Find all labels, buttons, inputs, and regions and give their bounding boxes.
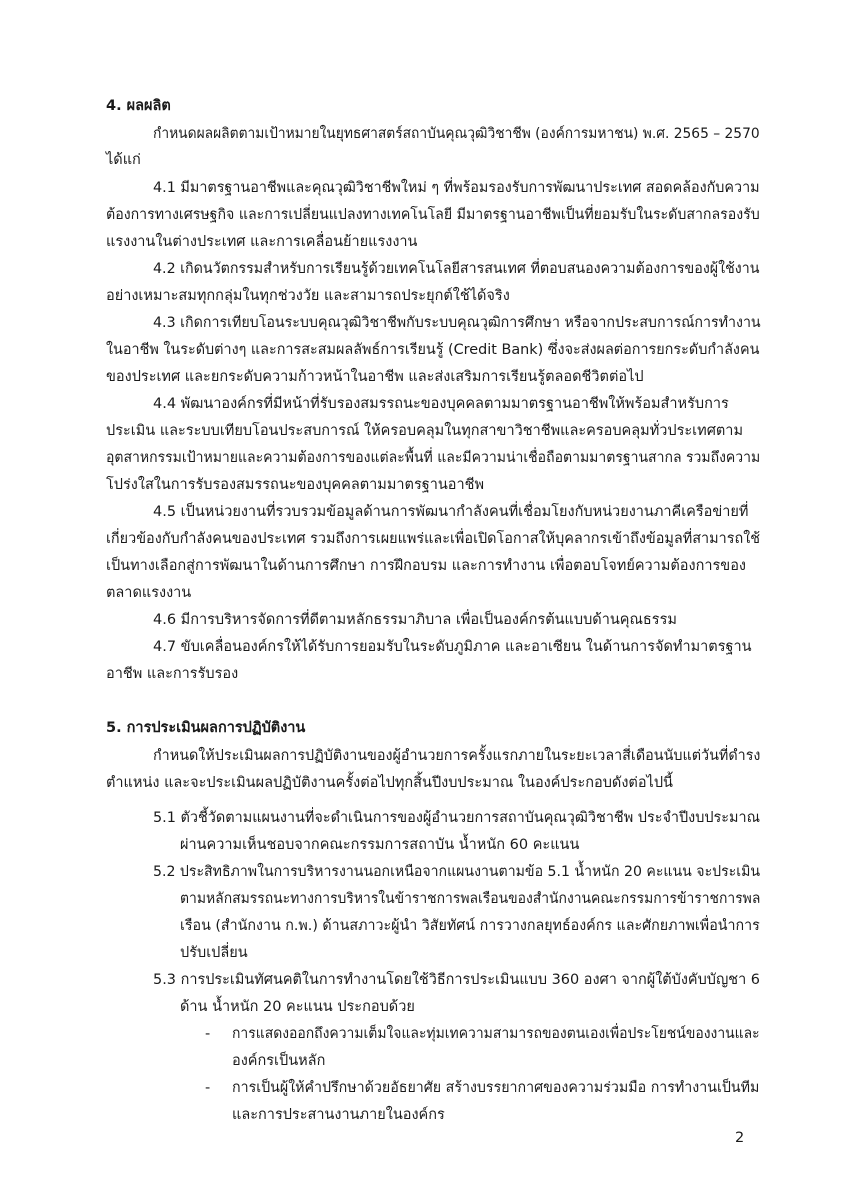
- section-4-heading: 4. ผลผลิต: [106, 98, 171, 114]
- paragraph-line: ประเมิน และระบบเทียบโอนประสบการณ์ ให้ครอบคลุมในทุกสาขาวิชาชีพและครอบคลุมทั่วประเทศตาม: [106, 423, 744, 439]
- paragraph-line: ผ่านความเห็นชอบจากคณะกรรมการสถาบัน น้ำหนัก 60 คะแนน: [180, 837, 580, 853]
- paragraph-line: ในอาชีพ ในระดับต่างๆ และการสะสมผลลัพธ์การเรียนรู้ (Credit Bank) ซึ่งจะส่งผลต่อการยกระดับกำลังคน: [106, 342, 760, 358]
- bullet-text: องค์กรเป็นหลัก: [232, 1053, 326, 1069]
- paragraph-line: เกี่ยวข้องกับกำลังคนของประเทศ รวมถึงการเผยแพร่และเพื่อเปิดโอกาสให้บุคลากรเข้าถึงข้อมูลที่สามารถใช้: [106, 531, 761, 547]
- item-4-1: 4.1 มีมาตรฐานอาชีพและคุณวุฒิวิชาชีพใหม่ ๆ ที่พร้อมรองรับการพัฒนาประเทศ สอดคล้องกับความ: [153, 180, 760, 196]
- item-4-5: 4.5 เป็นหน่วยงานที่รวบรวมข้อมูลด้านการพัฒนากำลังคนที่เชื่อมโยงกับหน่วยงานภาคีเครือข่ายที่: [153, 504, 749, 520]
- paragraph-line: กำหนดให้ประเมินผลการปฏิบัติงานของผู้อำนวยการครั้งแรกภายในระยะเวลาสี่เดือนนับแต่วันที่ดำรง: [153, 748, 761, 764]
- paragraph-line: เรือน (สำนักงาน ก.พ.) ด้านสภาวะผู้นำ วิสัยทัศน์ การวางกลยุทธ์องค์กร และศักยภาพเพื่อนำการ: [180, 918, 760, 934]
- item-5-3: 5.3 การประเมินทัศนคติในการทำงานโดยใช้วิธีการประเมินแบบ 360 องศา จากผู้ใต้บังคับบัญชา 6: [153, 972, 760, 988]
- item-5-2: 5.2 ประสิทธิภาพในการบริหารงานนอกเหนือจากแผนงานตามข้อ 5.1 น้ำหนัก 20 คะแนน จะประเมิน: [153, 864, 761, 880]
- bullet-text: การแสดงออกถึงความเต็มใจและทุ่มเทความสามารถของตนเองเพื่อประโยชน์ของงานและ: [232, 1026, 760, 1042]
- paragraph-line: ต้องการทางเศรษฐกิจ และการเปลี่ยนแปลงทางเทคโนโลยี มีมาตรฐานอาชีพเป็นที่ยอมรับในระดับสากลรองรับ: [106, 207, 760, 223]
- paragraph-line: ปรับเปลี่ยน: [180, 945, 248, 961]
- item-4-7: 4.7 ขับเคลื่อนองค์กรให้ได้รับการยอมรับในระดับภูมิภาค และอาเซียน ในด้านการจัดทำมาตรฐาน: [153, 639, 752, 655]
- bullet-dash: -: [205, 1080, 211, 1096]
- page-number: 2: [735, 1130, 745, 1146]
- paragraph-line: อาชีพ และการรับรอง: [106, 666, 239, 682]
- bullet-dash: -: [205, 1026, 211, 1042]
- item-5-1: 5.1 ตัวชี้วัดตามแผนงานที่จะดำเนินการของผู้อำนวยการสถาบันคุณวุฒิวิชาชีพ ประจำปีงบประมาณ: [153, 810, 761, 826]
- bullet-text: การเป็นผู้ให้คำปรึกษาด้วยอัธยาศัย สร้างบรรยากาศของความร่วมมือ การทำงานเป็นทีม: [232, 1080, 760, 1096]
- paragraph-line: ด้าน น้ำหนัก 20 คะแนน ประกอบด้วย: [180, 999, 415, 1015]
- paragraph-line: แรงงานในต่างประเทศ และการเคลื่อนย้ายแรงงาน: [106, 234, 418, 250]
- paragraph-line: เป็นทางเลือกสู่การพัฒนาในด้านการศึกษา การฝึกอบรม และการทำงาน เพื่อตอบโจทย์ความต้องการของ: [106, 558, 746, 574]
- paragraph-line: ตลาดแรงงาน: [106, 585, 192, 601]
- item-4-3: 4.3 เกิดการเทียบโอนระบบคุณวุฒิวิชาชีพกับระบบคุณวุฒิการศึกษา หรือจากประสบการณ์การทำงาน: [153, 315, 761, 331]
- paragraph-line: อุตสาหกรรมเป้าหมายและความต้องการของแต่ละพื้นที่ และมีความน่าเชื่อถือตามมาตรฐานสากล รวมถึงความ: [106, 450, 761, 466]
- item-4-6: 4.6 มีการบริหารจัดการที่ดีตามหลักธรรมาภิบาล เพื่อเป็นองค์กรต้นแบบด้านคุณธรรม: [153, 612, 677, 628]
- item-4-2: 4.2 เกิดนวัตกรรมสำหรับการเรียนรู้ด้วยเทคโนโลยีสารสนเทศ ที่ตอบสนองความต้องการของผู้ใช้งาน: [153, 261, 760, 277]
- paragraph-line: ตำแหน่ง และจะประเมินผลปฏิบัติงานครั้งต่อไปทุกสิ้นปีงบประมาณ ในองค์ประกอบดังต่อไปนี้: [106, 775, 673, 791]
- paragraph-line: โปร่งใสในการรับรองสมรรถนะของบุคคลตามมาตรฐานอาชีพ: [106, 477, 485, 493]
- section-5-heading: 5. การประเมินผลการปฏิบัติงาน: [106, 720, 306, 736]
- paragraph-line: ของประเทศ และยกระดับความก้าวหน้าในอาชีพ และส่งเสริมการเรียนรู้ตลอดชีวิตต่อไป: [106, 369, 644, 385]
- paragraph-line: กำหนดผลผลิตตามเป้าหมายในยุทธศาสตร์สถาบันคุณวุฒิวิชาชีพ (องค์การมหาชน) พ.ศ. 2565 – 2570: [153, 126, 760, 142]
- paragraph-line: อย่างเหมาะสมทุกกลุ่มในทุกช่วงวัย และสามารถประยุกต์ใช้ได้จริง: [106, 288, 510, 304]
- item-4-4: 4.4 พัฒนาองค์กรที่มีหน้าที่รับรองสมรรถนะของบุคคลตามมาตรฐานอาชีพให้พร้อมสำหรับการ: [153, 396, 729, 412]
- bullet-text: และการประสานงานภายในองค์กร: [232, 1107, 445, 1123]
- paragraph-line: ตามหลักสมรรถนะทางการบริหารในข้าราชการพลเรือนของสำนักงานคณะกรรมการข้าราชการพล: [180, 891, 761, 907]
- paragraph-line: ได้แก่: [106, 152, 141, 168]
